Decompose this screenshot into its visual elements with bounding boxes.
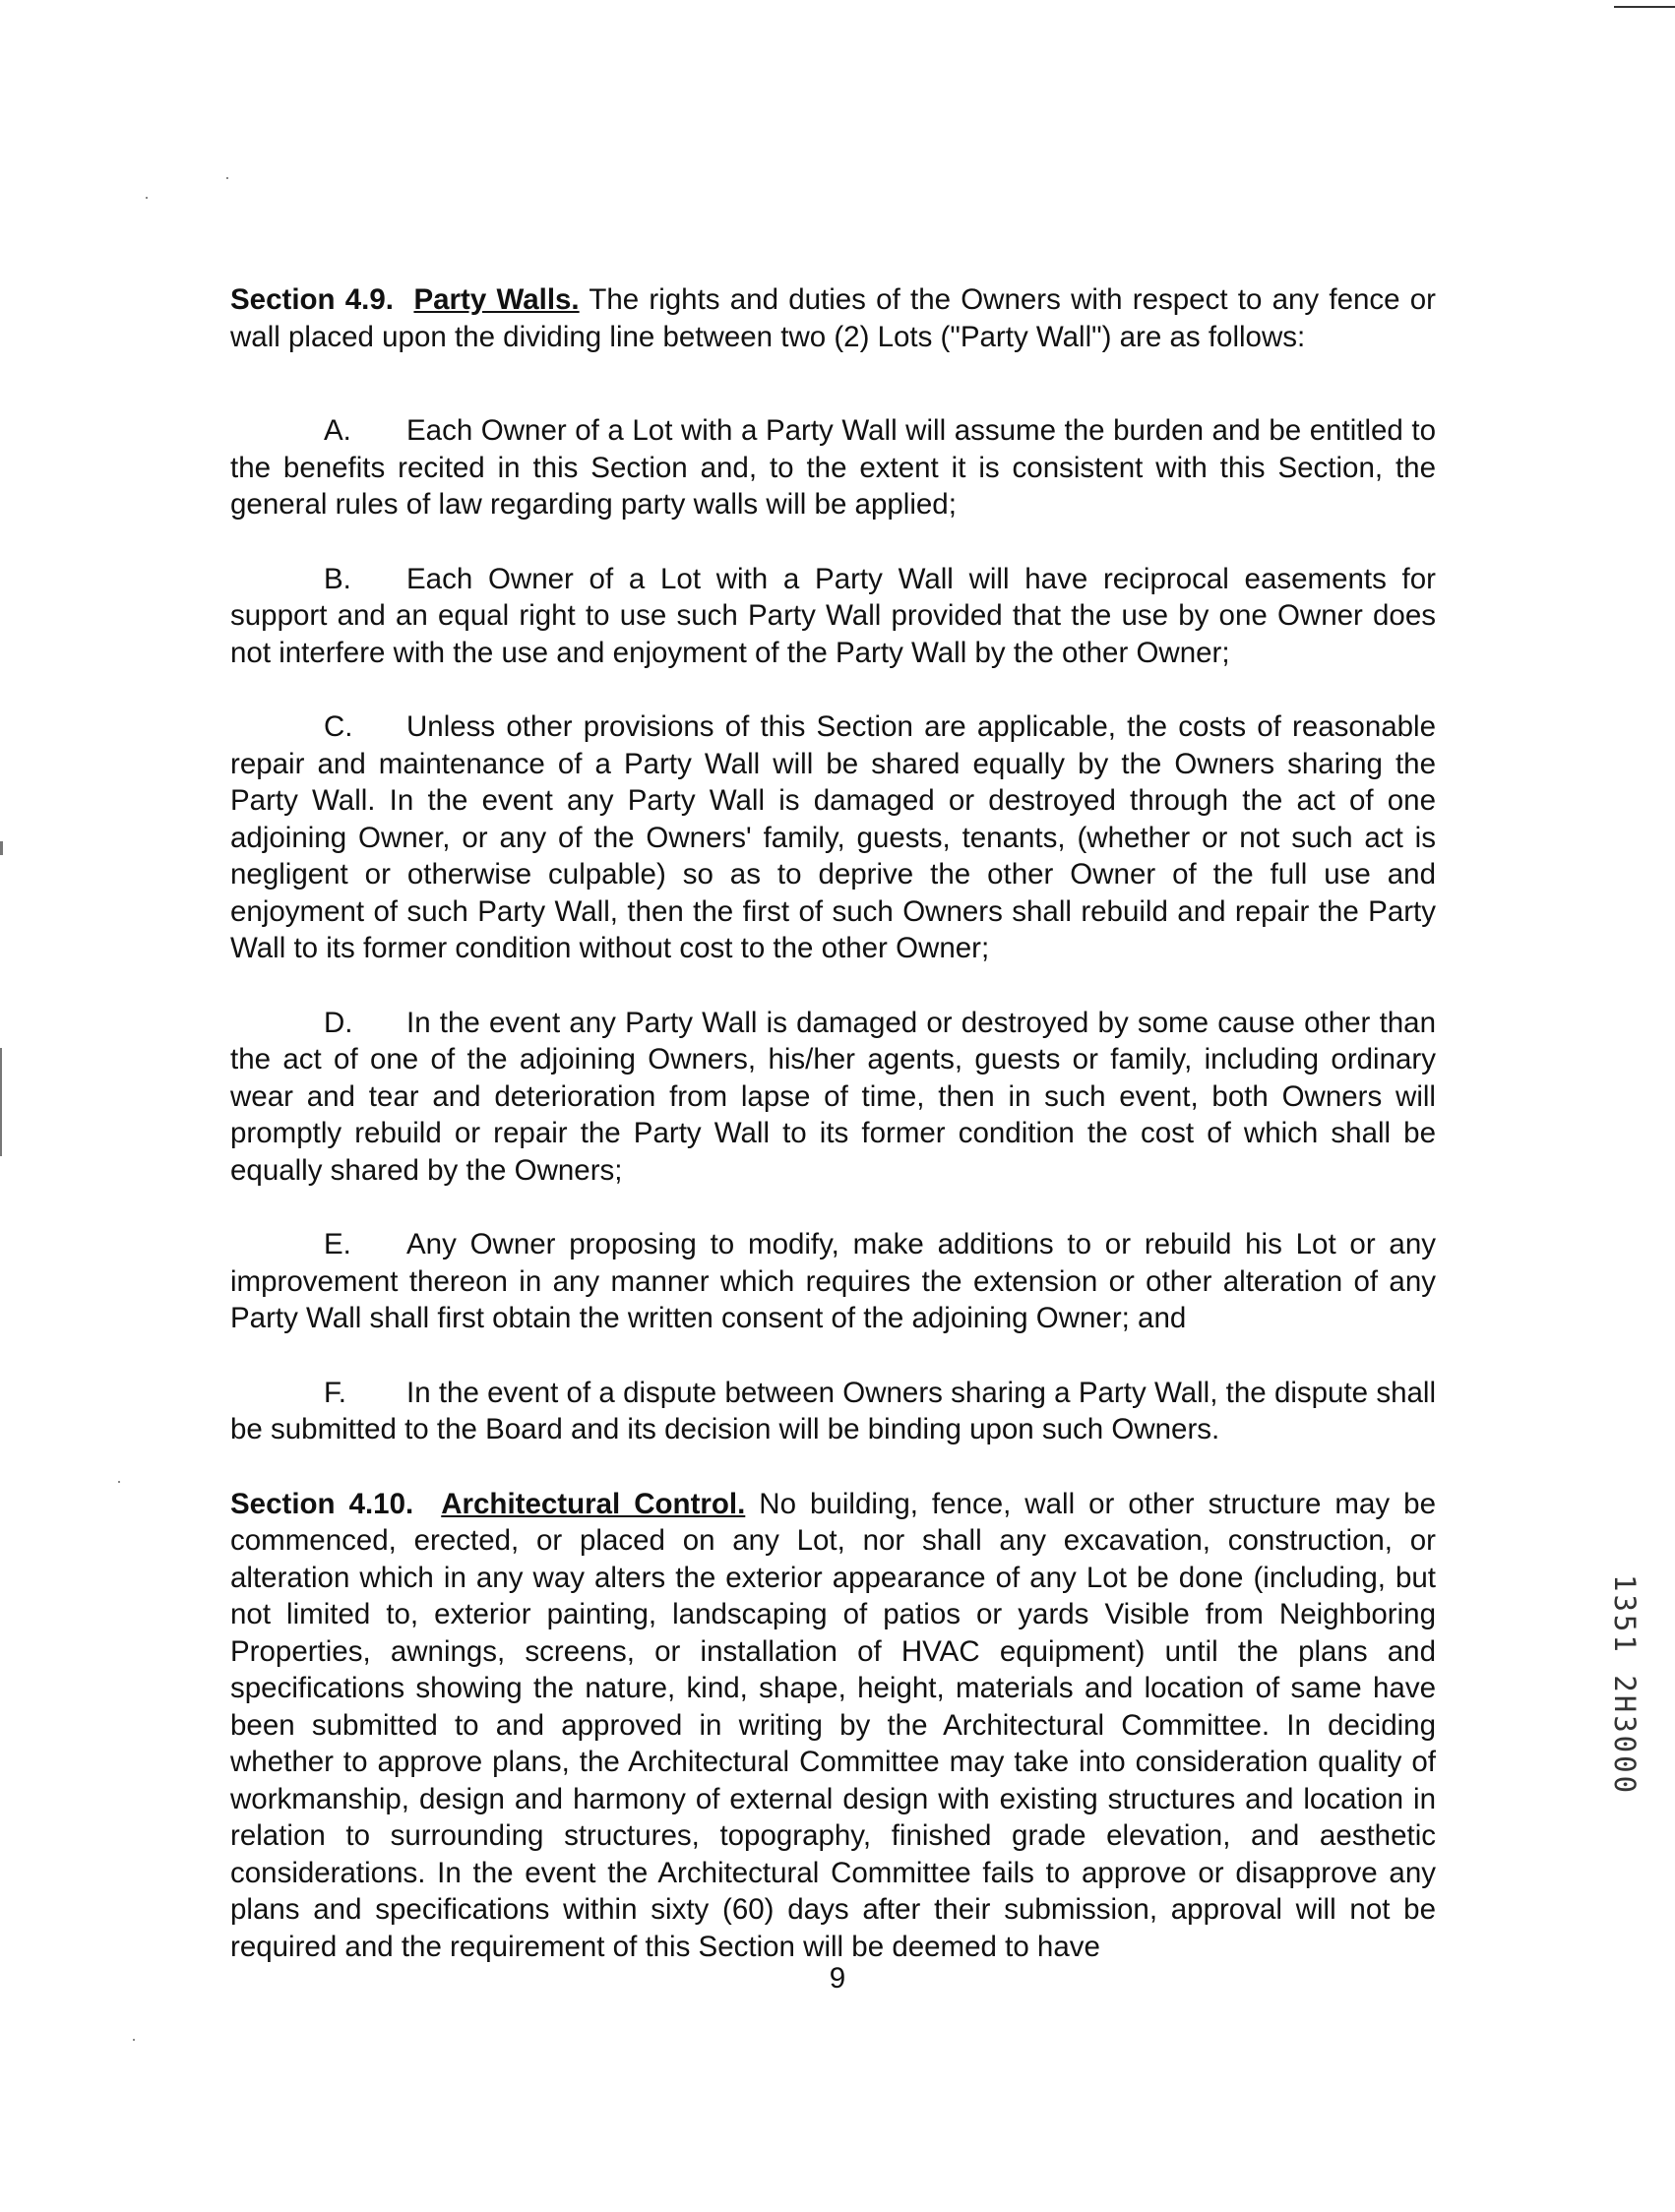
subsection-letter: C. [324, 710, 353, 743]
subsection-letter: A. [324, 414, 351, 447]
subsection-text: Any Owner proposing to modify, make additions to or rebuild his Lot or any improvement thereon in any manner which requires the extension or other alteration of any Party Wall shall first obtain the written consent of the adjoining Owner; and [230, 1228, 1436, 1334]
scan-speck [226, 177, 228, 179]
subsection-text: Each Owner of a Lot with a Party Wall will assume the burden and be entitled to the benefits recited in this Section and, to the extent it is consistent with this Section, the general rules of law regarding party walls will be applied; [230, 414, 1436, 521]
side-stamp-text: 1351 2H3000 [1608, 1574, 1642, 1797]
scan-edge-mark [0, 1048, 2, 1156]
subsection-d [230, 1005, 1436, 1190]
subsection-letter: D. [324, 1006, 353, 1039]
scan-speck [133, 2039, 135, 2041]
document-body [230, 281, 1436, 1965]
subsection-b [230, 561, 1436, 672]
subsection-e [230, 1226, 1436, 1337]
scan-speck [118, 1481, 120, 1483]
scan-edge-mark [0, 841, 3, 855]
subsection-text: Unless other provisions of this Section are applicable, the costs of reasonable repair and maintenance of a Party Wall will be shared equally by the Owners sharing the Party Wall. In the event any Party Wall is damaged or destroyed through the act of one adjoining Owner, or any of the Owners' family, guests, tenants, (whether or not such act is negligent or otherwise culpable) so as to deprive the other Owner of the full use and enjoyment of such Party Wall, then the first of such Owners shall rebuild and repair the Party Wall to its former condition without cost to the other Owner; [230, 710, 1436, 964]
section-4-9-paragraph [230, 281, 1436, 355]
subsection-text: In the event any Party Wall is damaged or destroyed by some cause other than the act of one of the adjoining Owners, his/her agents, guests or family, including ordinary wear and tear and deterioration from lapse of time, then in such event, both Owners will promptly rebuild or repair the Party Wall to its former condition the cost of which shall be equally shared by the Owners; [230, 1006, 1436, 1187]
section-4-10-heading: Section 4.10. [230, 1487, 414, 1520]
scan-speck [146, 197, 148, 199]
section-4-10-title: Architectural Control. [441, 1487, 746, 1520]
subsection-text: In the event of a dispute between Owners sharing a Party Wall, the dispute shall be submitted to the Board and its decision will be binding upon such Owners. [230, 1376, 1436, 1445]
side-stamp [1608, 1574, 1644, 1850]
section-4-9-title: Party Walls. [413, 283, 580, 316]
section-4-9-heading: Section 4.9. [230, 283, 394, 316]
subsection-letter: F. [324, 1376, 346, 1409]
subsection-letter: B. [324, 562, 351, 595]
subsection-letter: E. [324, 1228, 351, 1260]
subsection-a [230, 412, 1436, 523]
subsection-c [230, 708, 1436, 967]
section-4-9-intro: The rights and duties of the Owners with respect to any fence or wall placed upon the dividing line between two (2) Lots ("Party Wall") are as follows: [230, 283, 1437, 353]
scan-corner-mark [1614, 6, 1675, 8]
page-number: 9 [829, 1962, 846, 1995]
subsection-f [230, 1375, 1436, 1448]
section-4-10-paragraph [230, 1486, 1436, 1966]
section-4-10-text: No building, fence, wall or other structure may be commenced, erected, or placed on any Lot, nor shall any excavation, construction, or alteration which in any way alters the exterior appearance of any Lot be done (including, but not limited to, exterior painting, landscaping of patios or yards Visible from Neighboring Properties, awnings, screens, or installation of HVAC equipment) until the plans and specifications showing the nature, kind, shape, height, materials and location of same have been submitted to and approved in writing by the Architectural Committee. In deciding whether to approve plans, the Architectural Committee may take into consideration quality of workmanship, design and harmony of external design with existing structures and location in relation to surrounding structures, topography, finished grade elevation, and aesthetic considerations. In the event the Architectural Committee fails to approve or disapprove any plans and specifications within sixty (60) days after their submission, approval will not be required and the requirement of this Section will be deemed to have [230, 1487, 1436, 1963]
subsection-text: Each Owner of a Lot with a Party Wall will have reciprocal easements for support and an equal right to use such Party Wall provided that the use by one Owner does not interfere with the use and enjoyment of the Party Wall by the other Owner; [230, 562, 1436, 669]
